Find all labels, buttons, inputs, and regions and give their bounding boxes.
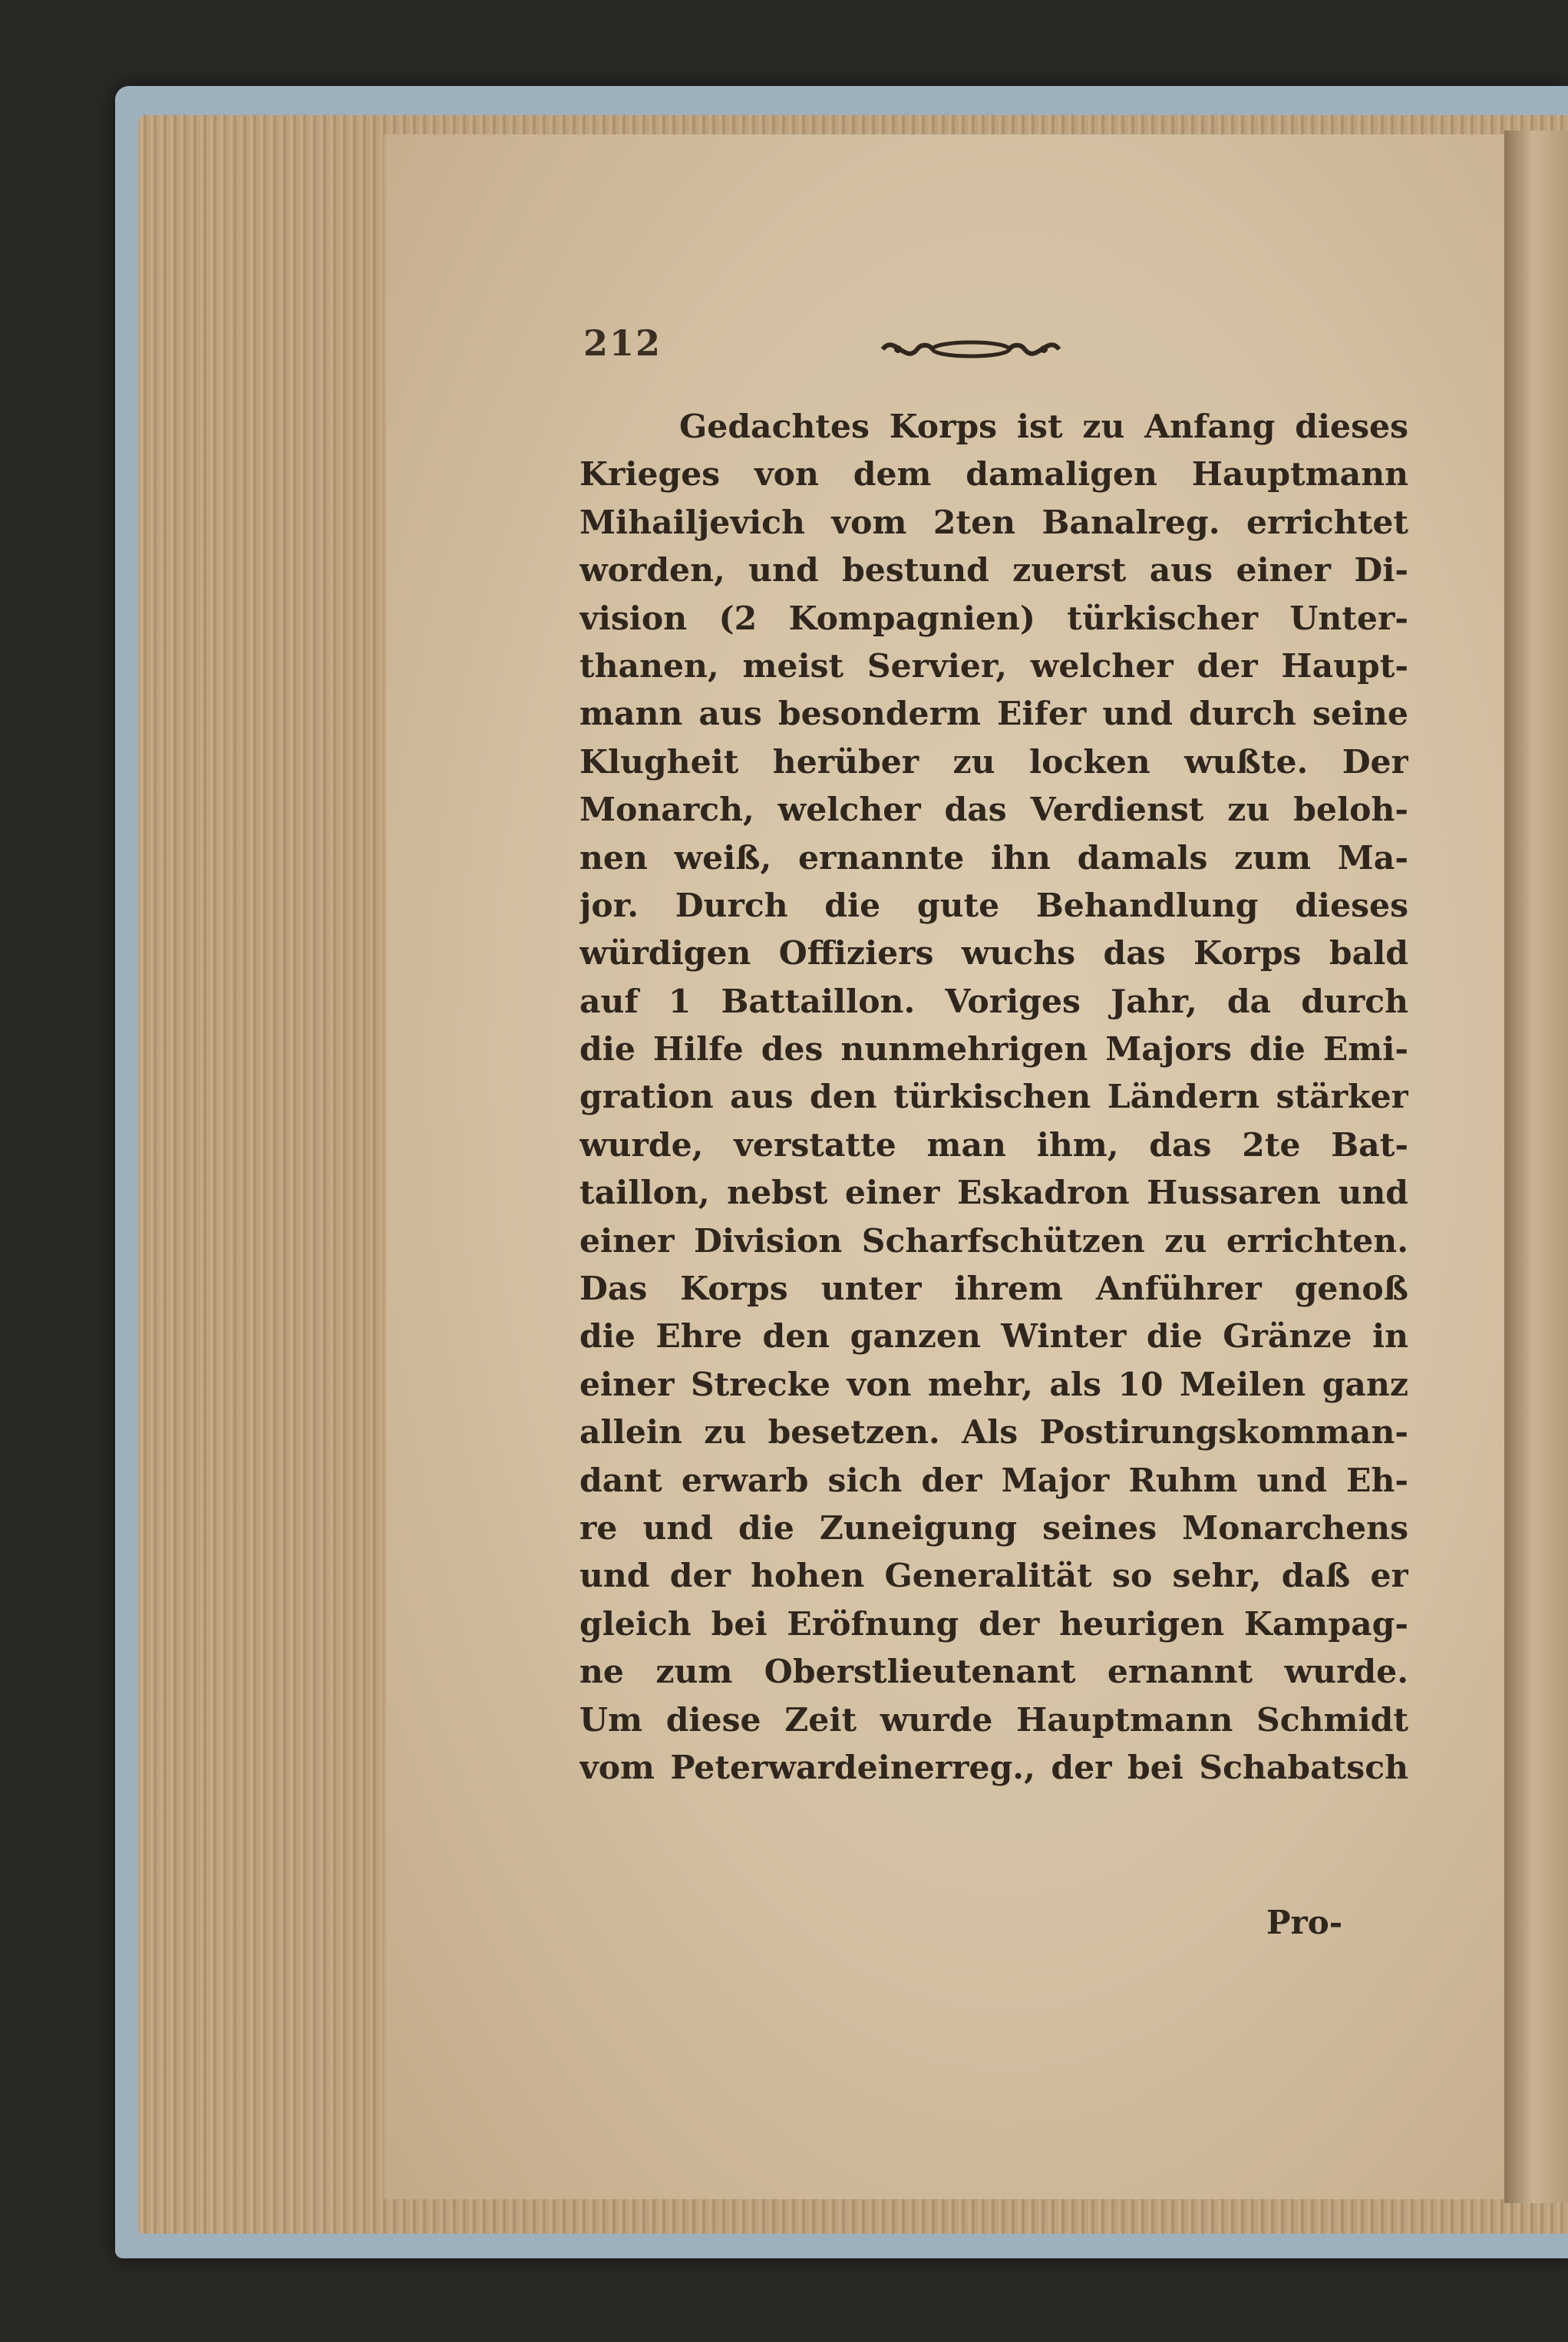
text-line: taillon, nebst einer Eskadron Hussaren und <box>579 1174 1408 1213</box>
body-text <box>579 403 1408 1792</box>
text-line: Mihailjevich vom 2ten Banalreg. errichtet <box>579 503 1408 542</box>
page-header <box>583 322 1428 376</box>
text-line: einer Strecke von mehr, als 10 Meilen ganz <box>579 1365 1408 1404</box>
text-line: einer Division Scharfschützen zu errichten. <box>579 1221 1408 1260</box>
text-line: thanen, meist Servier, welcher der Haupt- <box>579 646 1408 685</box>
text-line: Klugheit herüber zu locken wußte. Der <box>579 742 1408 781</box>
text-line: Gedachtes Korps ist zu Anfang dieses <box>679 408 1408 446</box>
text-line: Monarch, welcher das Verdienst zu beloh- <box>579 791 1408 830</box>
text-line: die Hilfe des nunmehrigen Majors die Emi- <box>579 1030 1408 1069</box>
page-number: 212 <box>583 322 662 364</box>
book-gutter <box>1504 130 1568 2203</box>
text-line: worden, und bestund zuerst aus einer Di- <box>579 551 1408 590</box>
text-line: Das Korps unter ihrem Anführer genoß <box>579 1270 1408 1309</box>
catchword: Pro- <box>1266 1904 1343 1941</box>
text-line: mann aus besonderm Eifer und durch seine <box>579 695 1408 734</box>
text-line: die Ehre den ganzen Winter die Gränze in <box>579 1317 1408 1356</box>
text-line: gleich bei Eröfnung der heurigen Kampag- <box>579 1604 1408 1643</box>
ornament-icon <box>875 330 1067 368</box>
text-line: vom Peterwardeinerreg., der bei Schabatsch <box>579 1748 1408 1787</box>
text-line: würdigen Offiziers wuchs das Korps bald <box>579 934 1408 973</box>
text-line: Krieges von dem damaligen Hauptmann <box>579 455 1408 494</box>
text-line: gration aus den türkischen Ländern stärker <box>579 1078 1408 1117</box>
text-line: auf 1 Battaillon. Voriges Jahr, da durch <box>579 982 1408 1021</box>
text-line: nen weiß, ernannte ihn damals zum Ma- <box>579 838 1408 877</box>
text-line: wurde, verstatte man ihm, das 2te Bat- <box>579 1125 1408 1164</box>
text-line: dant erwarb sich der Major Ruhm und Eh- <box>579 1461 1408 1500</box>
text-line: jor. Durch die gute Behandlung dieses <box>579 886 1408 925</box>
text-line: vision (2 Kompagnien) türkischer Unter- <box>579 599 1408 638</box>
text-line: ne zum Oberstlieutenant ernannt wurde. <box>579 1653 1408 1692</box>
text-line: und der hohen Generalität so sehr, daß er <box>579 1557 1408 1596</box>
text-line: Um diese Zeit wurde Hauptmann Schmidt <box>579 1700 1408 1739</box>
text-line: allein zu besetzen. Als Postirungskomman- <box>579 1413 1408 1452</box>
text-line: re und die Zuneigung seines Monarchens <box>579 1508 1408 1548</box>
